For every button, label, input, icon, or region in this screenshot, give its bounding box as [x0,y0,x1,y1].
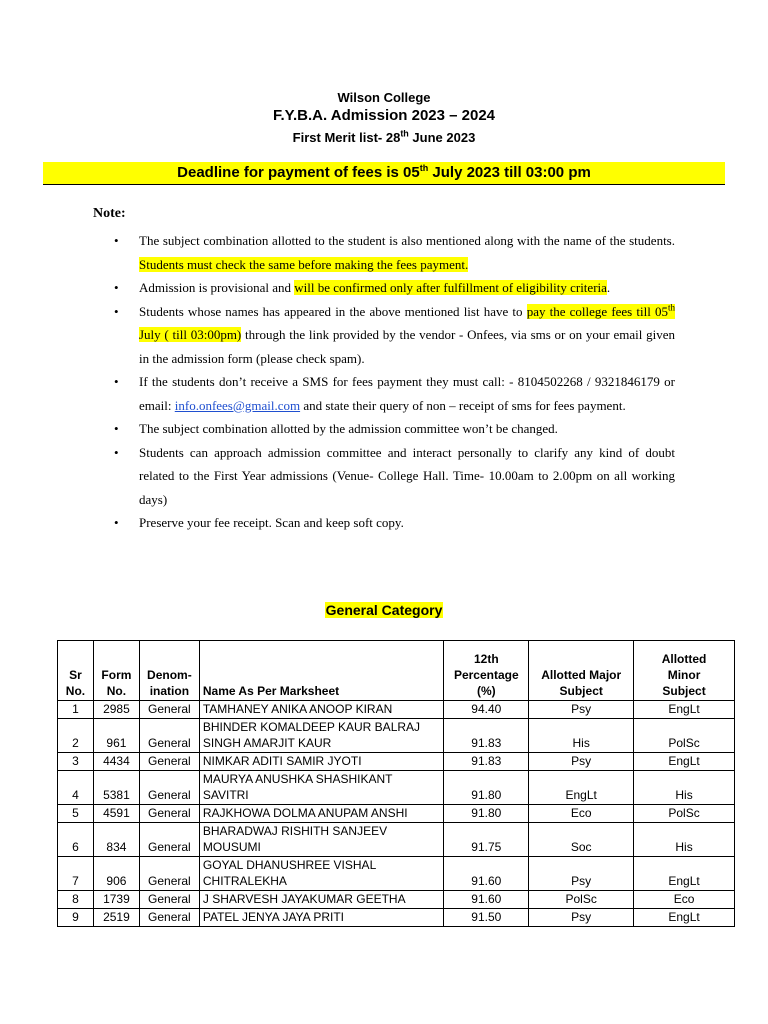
cell-denomination: General [139,719,199,753]
note-item: • The subject combination allotted by the admission committee won’t be changed. [93,417,675,441]
cell-minor: EngLt [634,701,735,719]
note-item: • Admission is provisional and will be confirmed only after fulfillment of eligibility criteria. [93,276,675,300]
merit-list-date: First Merit list- 28th June 2023 [292,128,476,145]
cell-sr: 8 [58,891,94,909]
table-row [58,909,735,927]
col-denomination: Denom- ination [139,641,199,701]
cell-denomination: General [139,857,199,891]
cell-form: 834 [93,823,139,857]
note-item: • The subject combination allotted to the student is also mentioned along with the name of the students. Students must check the same before making the fees payment. [93,229,675,276]
cell-name: NIMKAR ADITI SAMIR JYOTI [199,753,443,771]
col-form: Form No. [93,641,139,701]
fee-deadline-banner: Deadline for payment of fees is 05th July 2023 till 03:00 pm [43,162,725,185]
cell-form: 2985 [93,701,139,719]
table-row [58,701,735,719]
section-title: General Category [325,602,443,618]
cell-major: EngLt [529,771,634,805]
note-item: • Students whose names has appeared in the above mentioned list have to pay the college fees till 05th July ( till 03:00pm) through the link provided by the vendor - Onfees, via sms or on your email given in the admission form (please check spam). [93,300,675,371]
cell-sr: 1 [58,701,94,719]
table-row [58,891,735,909]
notes-list [93,229,675,535]
cell-form: 4434 [93,753,139,771]
cell-percentage: 91.60 [444,891,529,909]
cell-percentage: 91.60 [444,857,529,891]
cell-sr: 3 [58,753,94,771]
col-minor: Allotted Minor Subject [634,641,735,701]
cell-sr: 4 [58,771,94,805]
cell-denomination: General [139,891,199,909]
note-item: • If the students don’t receive a SMS for fees payment they must call: - 8104502268 / 9321846179 or email: info.onfees@gmail.com and state their query of non – receipt of sms for fees payment. [93,370,675,417]
cell-percentage: 91.50 [444,909,529,927]
cell-percentage: 91.83 [444,719,529,753]
note-item: • Preserve your fee receipt. Scan and keep soft copy. [93,511,675,535]
cell-denomination: General [139,909,199,927]
cell-sr: 7 [58,857,94,891]
admission-title: F.Y.B.A. Admission 2023 – 2024 [272,107,496,124]
col-name: Name As Per Marksheet [199,641,443,701]
cell-minor: PolSc [634,719,735,753]
note-label: Note: [93,206,126,221]
cell-denomination: General [139,823,199,857]
cell-percentage: 91.80 [444,771,529,805]
cell-form: 1739 [93,891,139,909]
cell-major: Psy [529,753,634,771]
cell-minor: EngLt [634,857,735,891]
cell-percentage: 91.83 [444,753,529,771]
table-row [58,753,735,771]
col-sr: Sr No. [58,641,94,701]
cell-name: PATEL JENYA JAYA PRITI [199,909,443,927]
cell-major: Soc [529,823,634,857]
cell-name: BHINDER KOMALDEEP KAUR BALRAJ SINGH AMARJIT KAUR [199,719,443,753]
cell-major: His [529,719,634,753]
cell-percentage: 91.75 [444,823,529,857]
cell-major: Psy [529,857,634,891]
cell-name: MAURYA ANUSHKA SHASHIKANT SAVITRI [199,771,443,805]
cell-name: BHARADWAJ RISHITH SANJEEV MOUSUMI [199,823,443,857]
cell-sr: 6 [58,823,94,857]
cell-minor: Eco [634,891,735,909]
cell-major: PolSc [529,891,634,909]
cell-sr: 9 [58,909,94,927]
cell-name: RAJKHOWA DOLMA ANUPAM ANSHI [199,805,443,823]
cell-percentage: 91.80 [444,805,529,823]
cell-name: TAMHANEY ANIKA ANOOP KIRAN [199,701,443,719]
cell-major: Psy [529,701,634,719]
table-header-row [58,641,735,701]
col-major: Allotted Major Subject [529,641,634,701]
table-row [58,805,735,823]
cell-minor: EngLt [634,753,735,771]
cell-form: 5381 [93,771,139,805]
cell-denomination: General [139,771,199,805]
cell-form: 4591 [93,805,139,823]
cell-form: 961 [93,719,139,753]
table-row [58,771,735,805]
email-link[interactable]: info.onfees@gmail.com [174,397,301,413]
cell-minor: His [634,823,735,857]
college-name: Wilson College [337,90,431,105]
col-percentage: 12th Percentage (%) [444,641,529,701]
cell-minor: His [634,771,735,805]
cell-sr: 5 [58,805,94,823]
cell-denomination: General [139,701,199,719]
cell-denomination: General [139,753,199,771]
cell-minor: PolSc [634,805,735,823]
cell-name: GOYAL DHANUSHREE VISHAL CHITRALEKHA [199,857,443,891]
cell-sr: 2 [58,719,94,753]
cell-denomination: General [139,805,199,823]
table-row [58,719,735,753]
note-item: • Students can approach admission committee and interact personally to clarify any kind of doubt related to the First Year admissions (Venue- College Hall. Time- 10.00am to 2.00pm on all working days) [93,441,675,512]
cell-name: J SHARVESH JAYAKUMAR GEETHA [199,891,443,909]
cell-major: Psy [529,909,634,927]
table-row [58,823,735,857]
table-row [58,857,735,891]
merit-table [57,640,735,927]
cell-minor: EngLt [634,909,735,927]
cell-major: Eco [529,805,634,823]
cell-form: 2519 [93,909,139,927]
cell-form: 906 [93,857,139,891]
cell-percentage: 94.40 [444,701,529,719]
